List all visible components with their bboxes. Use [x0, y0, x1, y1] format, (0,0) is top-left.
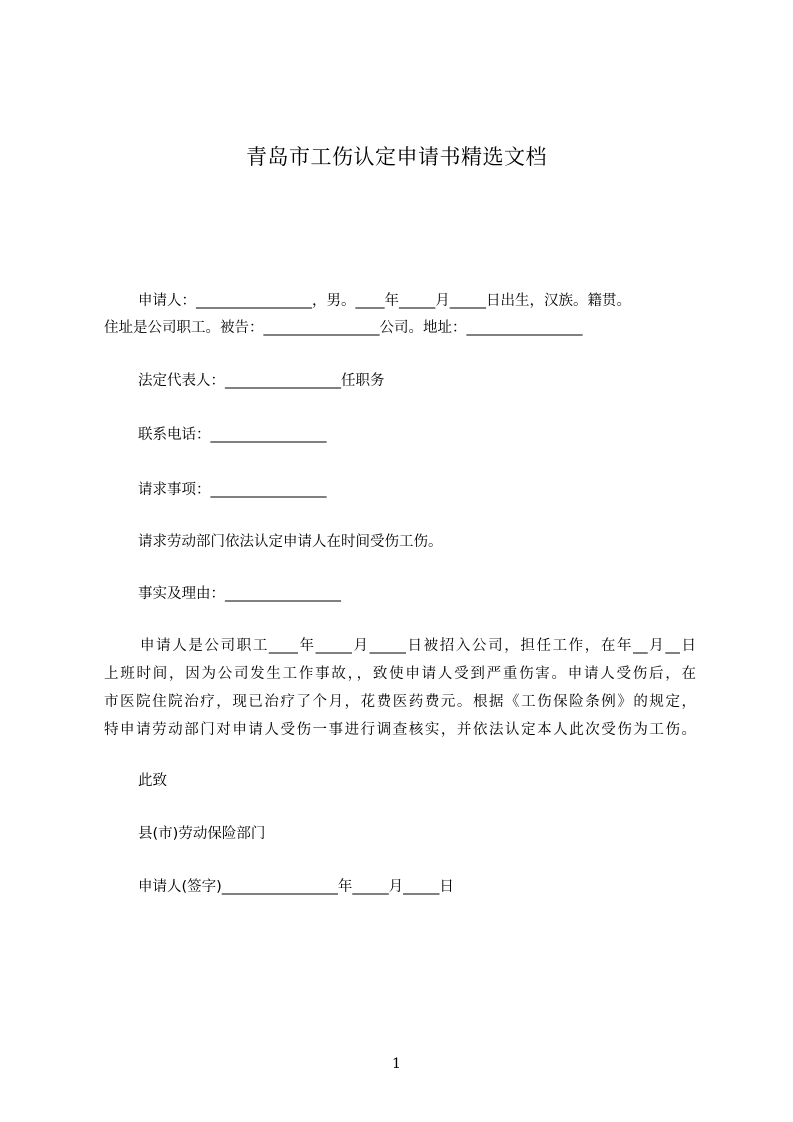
recipient-line: 县(市)劳动保险部门 [138, 826, 266, 842]
facts-body-line-2: 上班时间，因为公司发生工作事故，，致使申请人受到严重伤害。申请人受伤后，在 [104, 666, 696, 682]
closing-line: 此致 [138, 773, 167, 789]
facts-body-line-3: 市医院住院治疗，现已治疗了个月，花费医药费元。根据《工伤保险条例》的规定， [104, 694, 696, 710]
applicant-intro-line-1: 申请人：________________，男。____年_____月_____日出生，汉族。籍贯。 [138, 293, 631, 309]
request-text-line: 请求劳动部门依法认定申请人在时间受伤工伤。 [138, 534, 443, 550]
document-title: 青岛市工伤认定申请书精选文档 [246, 145, 547, 169]
signature-line: 申请人(签字)________________年_____月_____日 [138, 879, 454, 895]
phone-line: 联系电话：________________ [138, 427, 327, 443]
page-number: 1 [392, 1056, 401, 1072]
applicant-intro-line-2: 住址是公司职工。被告：________________公司。地址：________________ [104, 320, 583, 336]
legal-representative-line: 法定代表人：________________任职务 [138, 373, 385, 389]
request-item-line: 请求事项：________________ [138, 482, 327, 498]
facts-body-line-1: 申请人是公司职工____年_____月_____日被招入公司，担任工作，在年__月__日 [140, 638, 696, 654]
facts-body-paragraph [104, 632, 696, 744]
facts-label-line: 事实及理由：________________ [138, 586, 341, 602]
facts-body-line-4: 特申请劳动部门对申请人受伤一事进行调查核实，并依法认定本人此次受伤为工伤。 [104, 722, 696, 738]
